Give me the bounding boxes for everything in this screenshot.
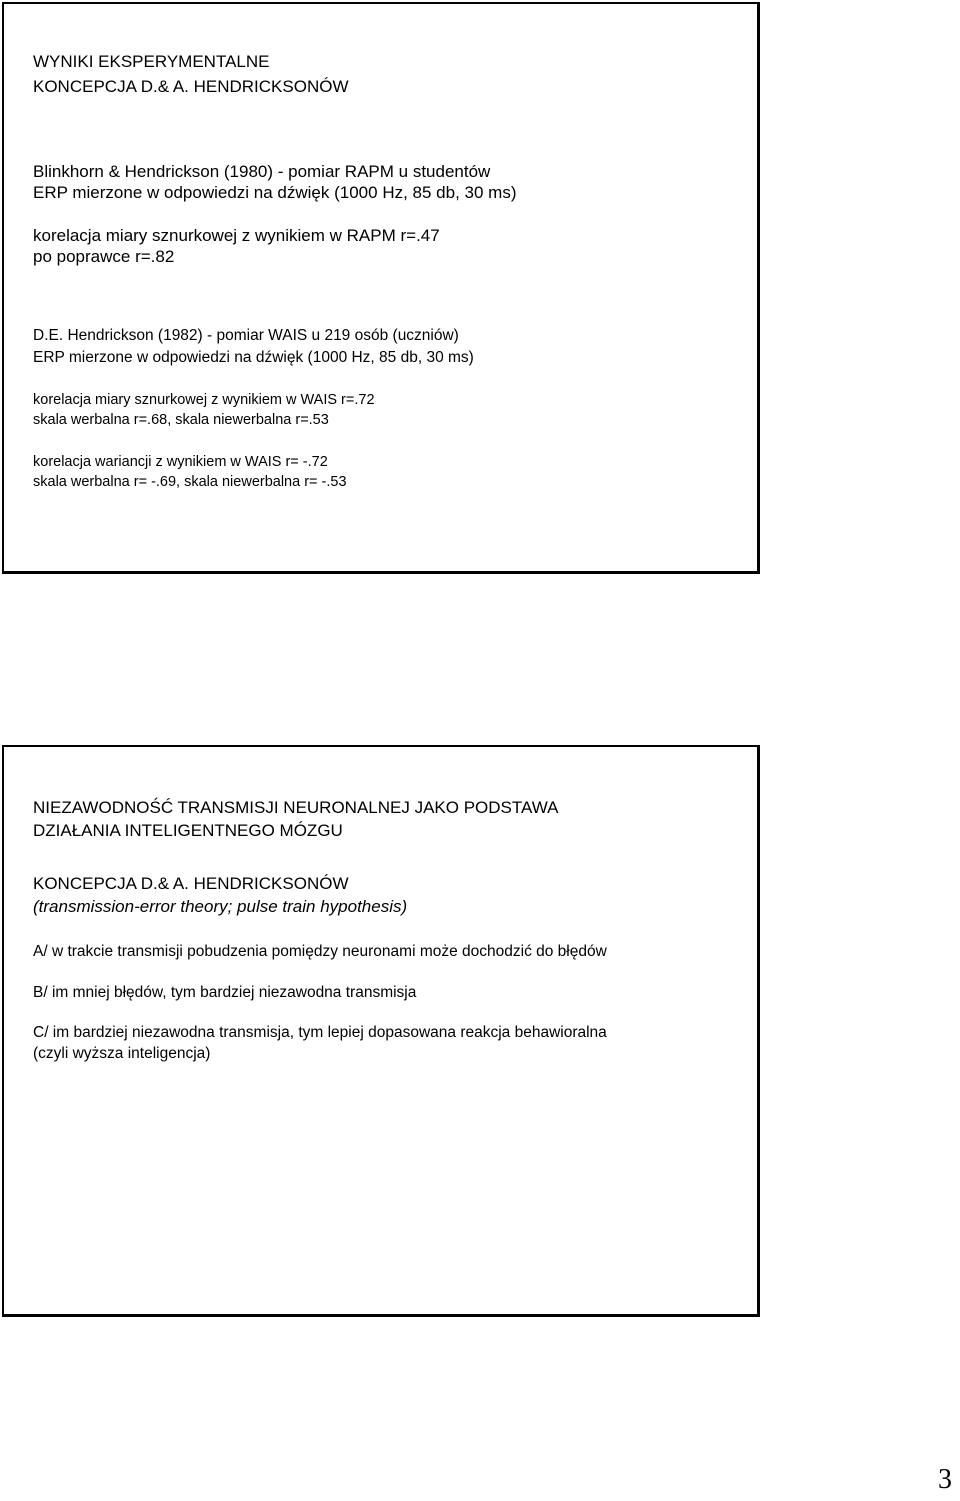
theory-subtitle: (transmission-error theory; pulse train hypothesis): [33, 897, 408, 916]
slide-neuronal-transmission: [2, 745, 760, 1317]
study-1-line-4: po poprawce r=.82: [33, 247, 175, 266]
study-2-line-5: korelacja wariancji z wynikiem w WAIS r= -.72: [33, 454, 328, 470]
slide-1-title-line-2: KONCEPCJA D.& A. HENDRICKSONÓW: [33, 77, 349, 96]
point-b: B/ im mniej błędów, tym bardziej niezawodna transmisja: [33, 984, 417, 1001]
study-2-line-1: D.E. Hendrickson (1982) - pomiar WAIS u 219 osób (uczniów): [33, 327, 459, 344]
study-2-line-3: korelacja miary sznurkowej z wynikiem w WAIS r=.72: [33, 392, 375, 408]
study-2-line-2: ERP mierzone w odpowiedzi na dźwięk (1000 Hz, 85 db, 30 ms): [33, 349, 474, 366]
point-c-line-2: (czyli wyższa inteligencja): [33, 1045, 211, 1062]
slide-experimental-results: [2, 2, 760, 574]
page-number: 3: [938, 1464, 952, 1495]
concept-heading: KONCEPCJA D.& A. HENDRICKSONÓW: [33, 874, 349, 893]
study-2-line-4: skala werbalna r=.68, skala niewerbalna r=.53: [33, 412, 329, 428]
study-1-line-2: ERP mierzone w odpowiedzi na dźwięk (1000 Hz, 85 db, 30 ms): [33, 183, 517, 202]
slide-2-title-line-2: DZIAŁANIA INTELIGENTNEGO MÓZGU: [33, 821, 343, 840]
slide-1-title-line-1: WYNIKI EKSPERYMENTALNE: [33, 52, 270, 71]
study-1-line-3: korelacja miary sznurkowej z wynikiem w RAPM r=.47: [33, 226, 440, 245]
slide-2-title-line-1: NIEZAWODNOŚĆ TRANSMISJI NEURONALNEJ JAKO PODSTAWA: [33, 798, 559, 817]
study-2-line-6: skala werbalna r= -.69, skala niewerbalna r= -.53: [33, 474, 347, 490]
study-1-line-1: Blinkhorn & Hendrickson (1980) - pomiar RAPM u studentów: [33, 162, 491, 181]
point-c-line-1: C/ im bardziej niezawodna transmisja, tym lepiej dopasowana reakcja behawioralna: [33, 1024, 607, 1041]
point-a: A/ w trakcie transmisji pobudzenia pomiędzy neuronami może dochodzić do błędów: [33, 943, 607, 960]
